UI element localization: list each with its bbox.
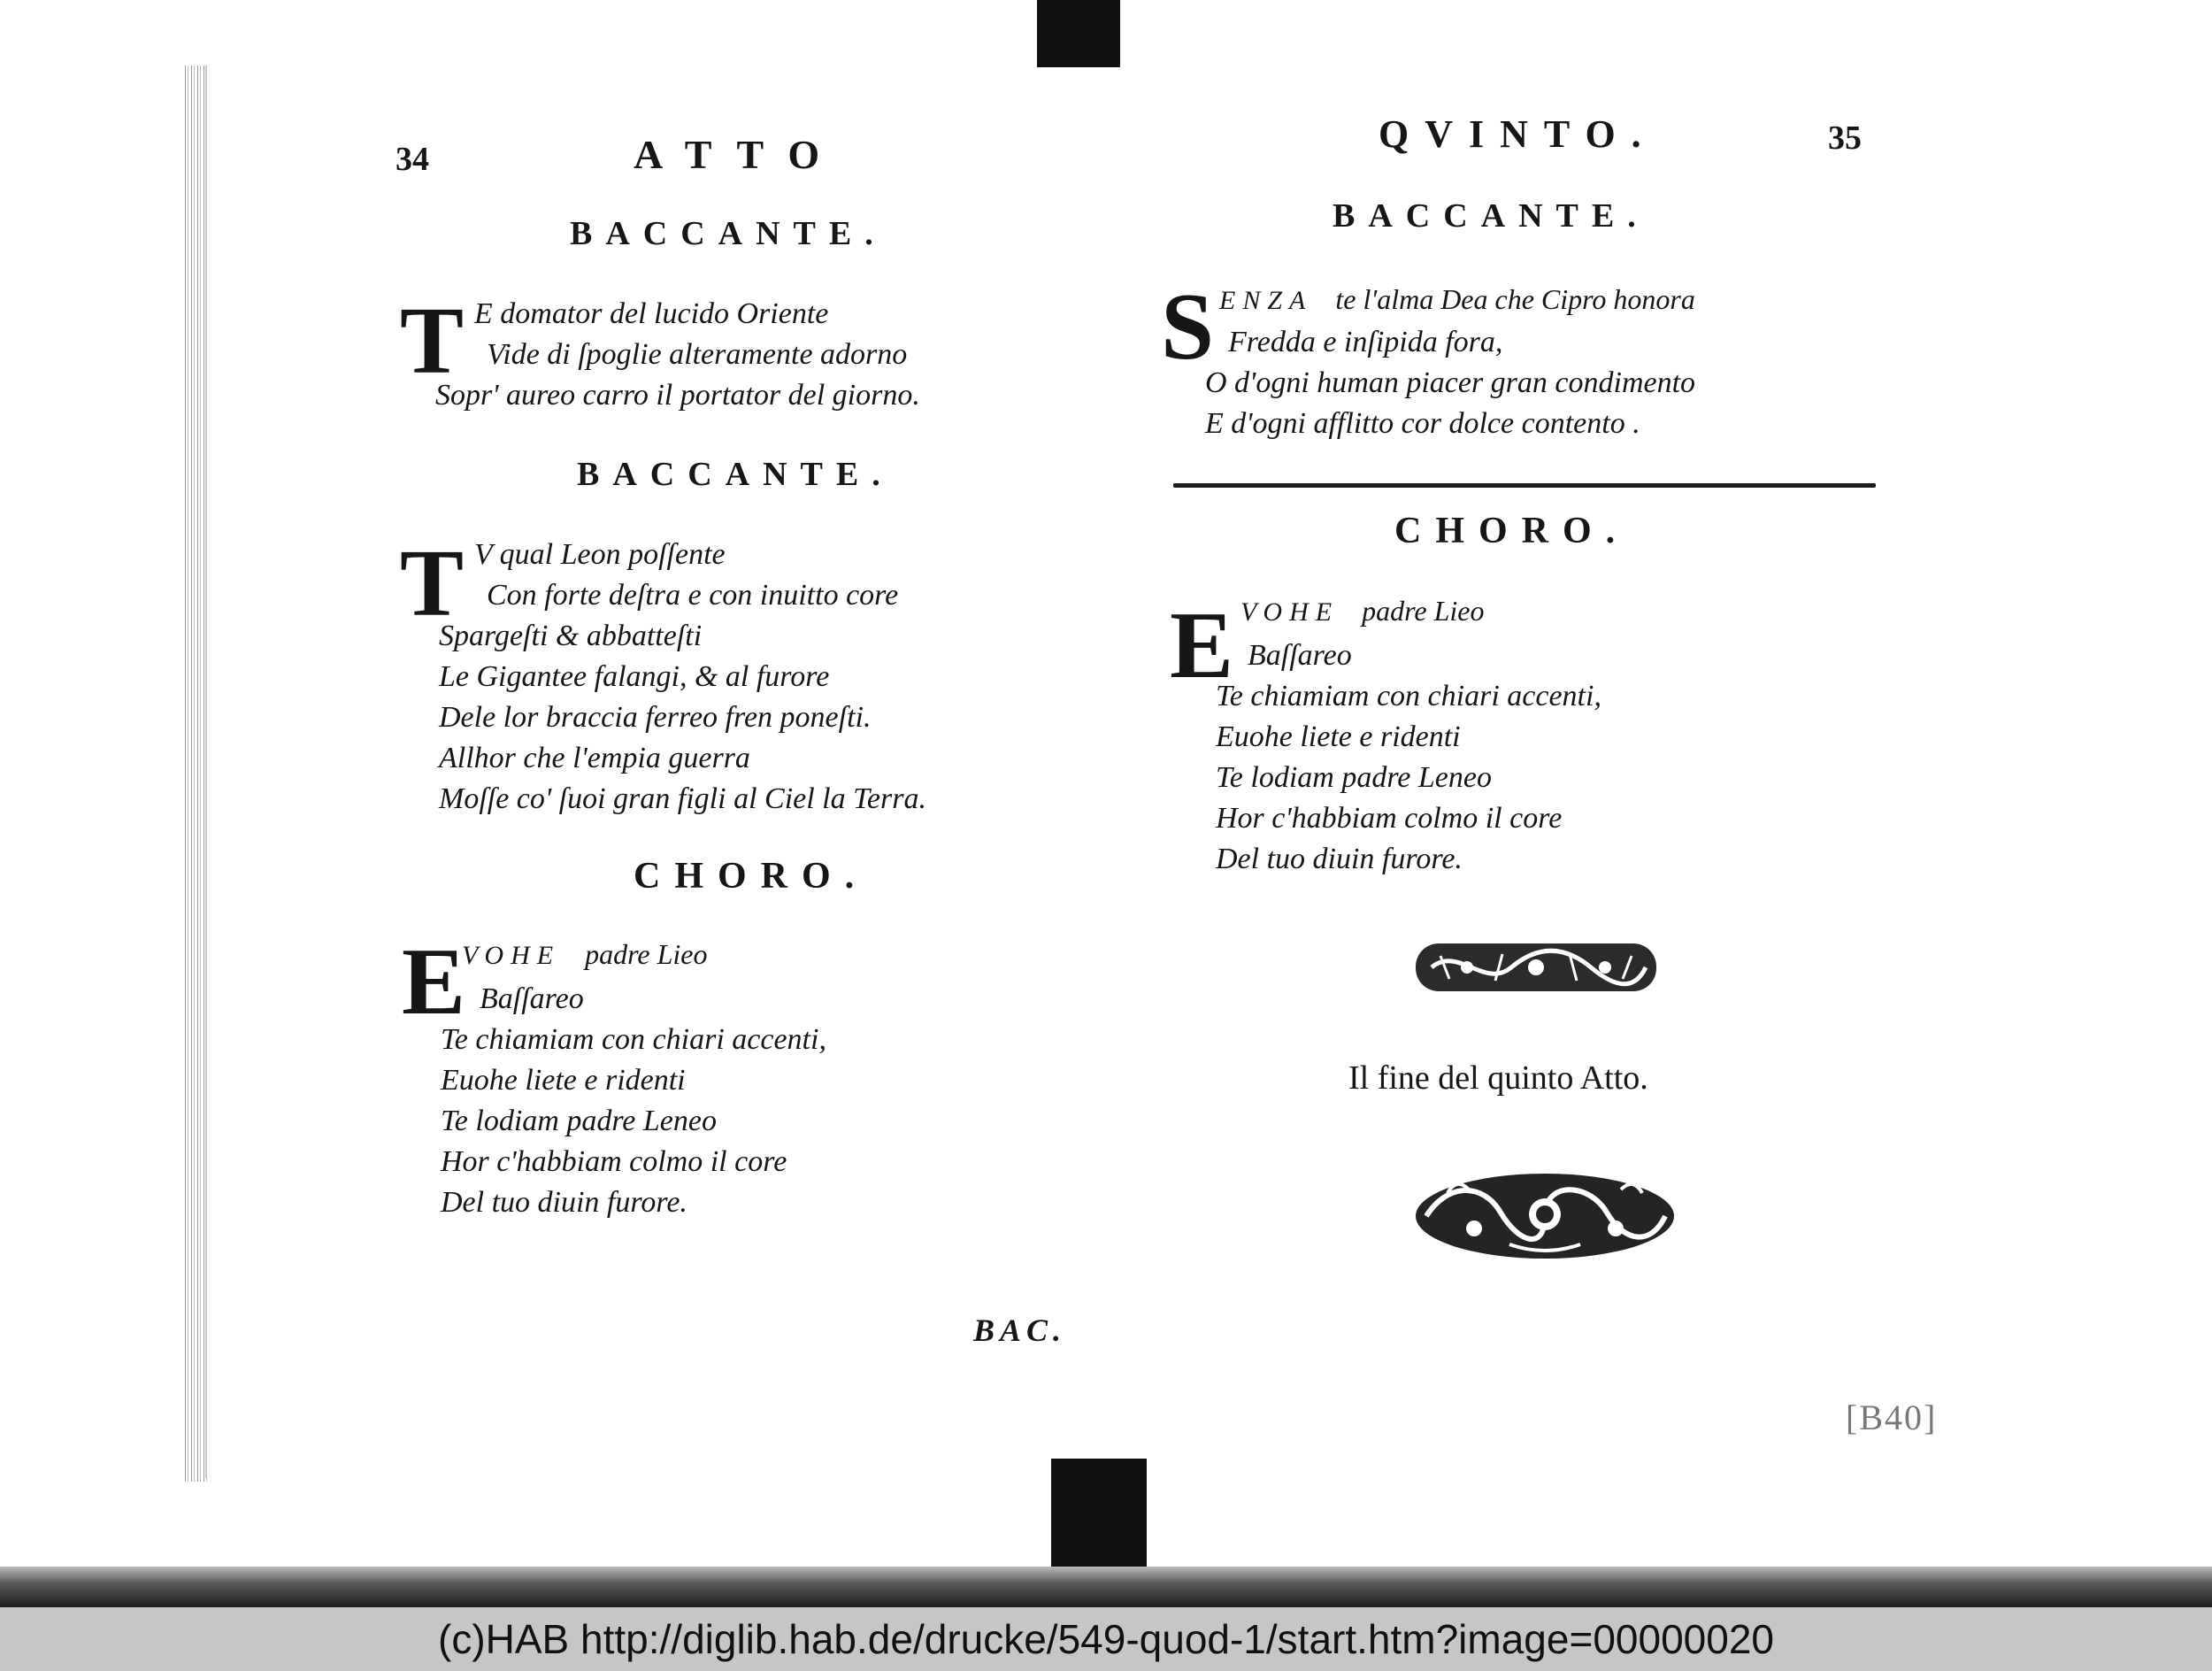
left-folio: 34 [396, 141, 429, 178]
section-rule [1173, 483, 1876, 488]
lead-caps: VOHE [1240, 597, 1340, 627]
verse-line: Vide di ſpoglie alteramente adorno [487, 338, 908, 371]
left-heading-choro: CHORO. [634, 856, 869, 897]
gutter-shadow-bottom [1051, 1459, 1147, 1574]
scanner-edge [0, 1567, 2212, 1607]
footer-bar [0, 1607, 2212, 1671]
verse-line: Hor c'habbiam colmo il core [1216, 802, 1563, 835]
verse-line: Te lodiam padre Leneo [1216, 761, 1492, 794]
left-verse-baccante-1 [435, 294, 920, 416]
verse-line: Euohe liete e ridenti [441, 1064, 686, 1097]
left-verse-baccante-2 [439, 535, 926, 820]
lead-caps: VOHE [462, 941, 561, 970]
verse-line: O d'ogni human piacer gran condimento [1205, 366, 1696, 399]
left-verse-choro [441, 979, 826, 1223]
lead-rest: te l'alma Dea che Cipro honora [1335, 283, 1695, 315]
catchword: BAC. [973, 1313, 1067, 1348]
verse-line: Del tuo diuin furore. [441, 1186, 687, 1219]
right-heading-baccante: BACCANTE. [1333, 197, 1649, 235]
footer-credit: (c)HAB http://diglib.hab.de/drucke/549-quod-1/start.htm?image=00000020 [438, 1616, 1774, 1662]
dropcap-t-1: T [400, 289, 465, 394]
dropcap-s: S [1161, 274, 1215, 380]
verse-line: Euohe liete e ridenti [1216, 720, 1461, 753]
right-choro-lead [1240, 595, 1484, 628]
verse-line: Hor c'habbiam colmo il core [441, 1145, 787, 1178]
verse-line: Moſſe co' ſuoi gran figli al Ciel la Terra. [439, 782, 926, 815]
lead-rest: padre Lieo [1362, 595, 1485, 627]
verse-line: V qual Leon poſſente [474, 538, 726, 571]
verse-line: E domator del lucido Oriente [474, 297, 829, 330]
right-baccante-lead [1219, 283, 1695, 316]
shelfmark: [B40] [1846, 1398, 1938, 1437]
gutter-shadow-top [1037, 0, 1120, 67]
right-folio: 35 [1828, 119, 1862, 157]
right-verse-choro [1216, 635, 1601, 880]
right-heading-choro: CHORO. [1394, 511, 1630, 551]
dropcap-t-2: T [400, 531, 465, 636]
dropcap-e-left: E [402, 929, 466, 1035]
left-choro-lead [462, 938, 707, 971]
verse-line: Te chiamiam con chiari accenti, [441, 1023, 826, 1056]
right-verse-baccante [1205, 322, 1696, 444]
ornament-band [1414, 938, 1658, 997]
verse-line: Con forte deſtra e con inuitto core [487, 579, 899, 612]
colophon: Il fine del quinto Atto. [1348, 1059, 1648, 1097]
verse-line: Fredda e inſipida fora, [1228, 326, 1503, 358]
verse-line: Le Gigantee falangi, & al furore [439, 660, 830, 693]
verse-line: Te chiamiam con chiari accenti, [1216, 680, 1601, 712]
lead-caps: ENZA [1219, 286, 1313, 315]
verse-line: E d'ogni afflitto cor dolce contento . [1205, 407, 1640, 440]
verse-line: Te lodiam padre Leneo [441, 1105, 717, 1137]
left-heading-baccante-1: BACCANTE. [570, 215, 887, 252]
verse-line: Sopr' aureo carro il portator del giorno. [435, 379, 920, 412]
verse-line: Dele lor braccia ferreo fren poneſti. [439, 701, 872, 734]
left-running-head: ATTO [634, 132, 845, 177]
right-running-head: QVINTO. [1379, 112, 1657, 156]
verse-line: Del tuo diuin furore. [1216, 843, 1463, 875]
dropcap-e-right: E [1170, 593, 1234, 698]
verse-line: Baſſareo [1248, 639, 1352, 672]
lead-rest: padre Lieo [585, 938, 708, 970]
ornament-tailpiece [1412, 1167, 1678, 1262]
verse-line: Spargeſti & abbatteſti [439, 620, 703, 652]
verse-line: Allhor che l'empia guerra [439, 742, 750, 774]
verse-line: Baſſareo [480, 982, 584, 1015]
left-heading-baccante-2: BACCANTE. [577, 456, 894, 493]
